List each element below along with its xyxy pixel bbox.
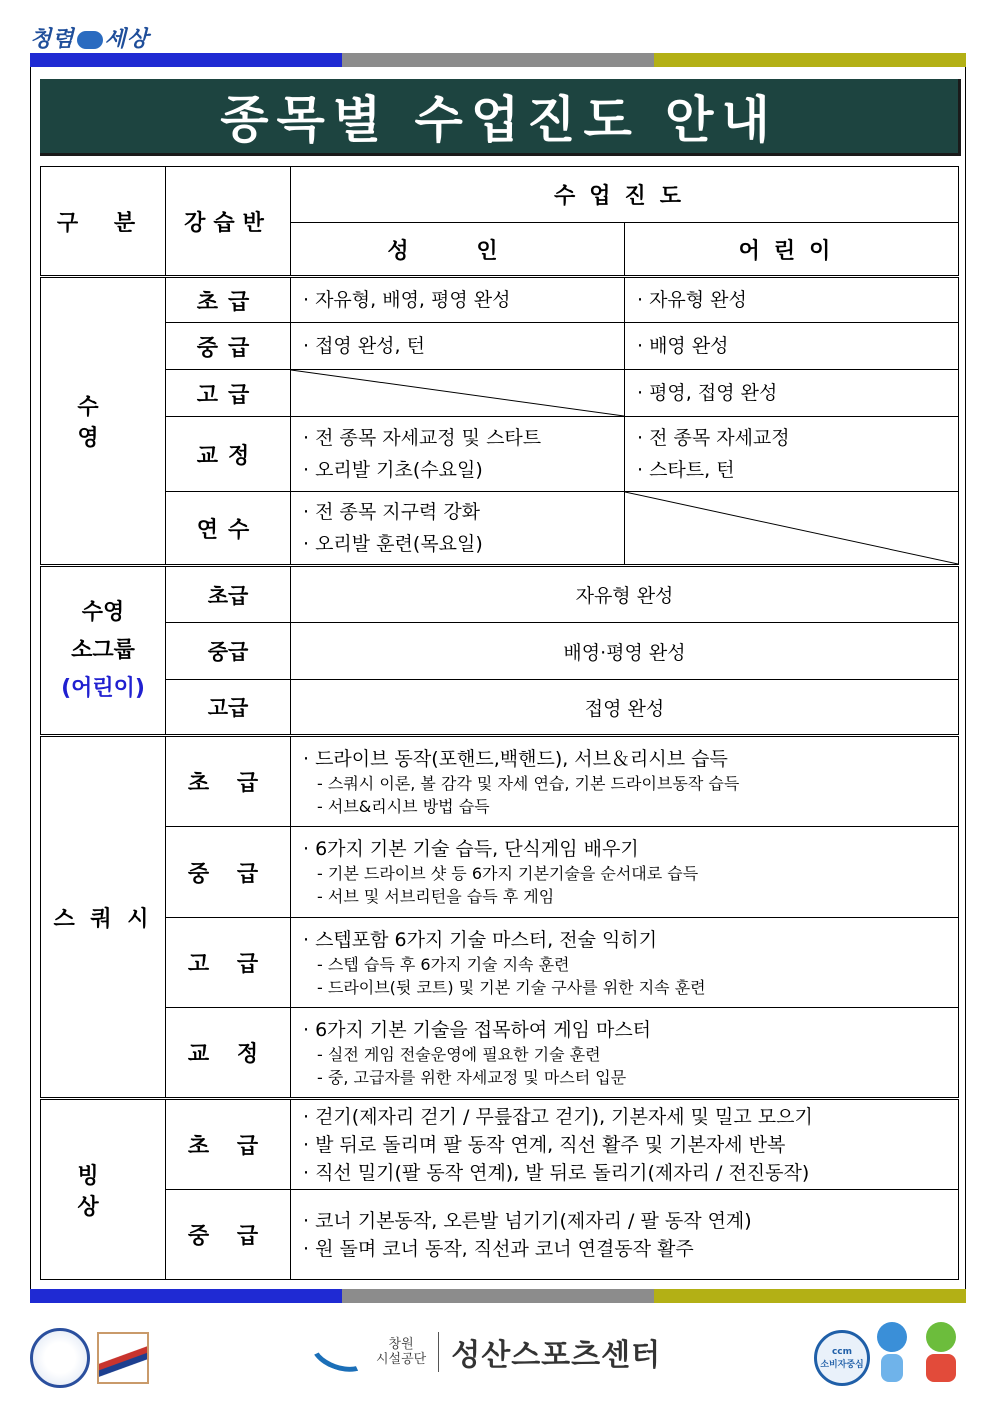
ccm-badge-text: 소비자중심 — [820, 1359, 864, 1370]
ice-level: 중 급 — [166, 1190, 291, 1280]
bar-segment-blue — [30, 1289, 342, 1303]
smallgroup-level: 초급 — [166, 566, 291, 623]
swim-level: 중급 — [166, 323, 291, 370]
ice-content — [291, 1099, 959, 1190]
ice-level: 초 급 — [166, 1099, 291, 1190]
footer-brand — [310, 1330, 661, 1374]
squash-sub-line: - 서브 및 서브리턴을 습득 후 게임 — [317, 887, 555, 906]
swim-adult-line: · 오리발 기초(수요일) — [303, 459, 483, 481]
smallgroup-category — [41, 566, 166, 736]
squash-sub-line: - 기본 드라이브 샷 등 6가지 기본기술을 순서대로 습득 — [317, 864, 699, 883]
squash-level: 교 정 — [166, 1008, 291, 1099]
org-logo-icon — [306, 1325, 375, 1379]
squash-sub-line: - 스텝 습득 후 6가지 기술 지속 훈련 — [317, 954, 570, 974]
smallgroup-content: 접영 완성 — [291, 680, 959, 736]
bar-segment-olive — [654, 1289, 966, 1303]
head-category: 구 분 — [41, 167, 166, 277]
swim-child-empty-cell — [625, 492, 959, 566]
squash-sub-line: - 서브&리시브 방법 습득 — [317, 796, 490, 816]
smallgroup-content: 배영·평영 완성 — [291, 623, 959, 680]
ice-content — [291, 1190, 959, 1280]
ccm-badge-icon — [814, 1330, 870, 1386]
swim-adult-line: · 전 종목 지구력 강화 — [303, 501, 481, 523]
squash-category: 스 쿼 시 — [41, 736, 166, 1099]
squash-level: 중 급 — [166, 827, 291, 918]
squash-main-line: · 스텝포함 6가지 기술 마스터, 전술 익히기 — [303, 928, 658, 951]
top-color-bar — [30, 53, 966, 67]
swim-adult-line: · 접영 완성, 턴 — [303, 335, 425, 357]
squash-level: 초 급 — [166, 736, 291, 827]
swim-adult-line: · 전 종목 자세교정 및 스타트 — [303, 427, 542, 449]
bar-segment-gray — [342, 53, 654, 67]
swim-adult-cell — [291, 417, 625, 492]
swim-level: 연수 — [166, 492, 291, 566]
smallgroup-category-note: (어린이) — [61, 675, 145, 701]
swim-child-line: · 평영, 접영 완성 — [637, 382, 778, 404]
swim-adult-line: · 오리발 훈련(목요일) — [303, 533, 483, 555]
swim-adult-cell — [291, 492, 625, 566]
logo-mark-icon — [77, 31, 103, 49]
diagonal-slash — [625, 492, 958, 564]
progress-table — [40, 166, 959, 1280]
mascot-blue-icon — [874, 1322, 910, 1384]
diagonal-slash — [291, 370, 624, 416]
swim-level: 고급 — [166, 370, 291, 417]
swim-adult-line: · 자유형, 배영, 평영 완성 — [303, 289, 511, 311]
center-name: 성산스포츠센터 — [451, 1338, 662, 1373]
logo-text-right: 세상 — [104, 27, 150, 52]
ice-category: 빙 상 — [41, 1099, 166, 1280]
ice-line: · 코너 기본동작, 오른발 넘기기(제자리 / 팔 동작 연계) — [303, 1209, 752, 1232]
swim-child-line: · 스타트, 턴 — [637, 459, 735, 481]
smallgroup-level: 중급 — [166, 623, 291, 680]
org-name-line: 창원 — [388, 1337, 414, 1352]
swim-level: 교정 — [166, 417, 291, 492]
squash-main-line: · 6가지 기본 기술을 접목하여 게임 마스터 — [303, 1018, 652, 1041]
swim-child-cell — [625, 277, 959, 323]
top-logo — [30, 22, 149, 53]
squash-sub-line: - 스쿼시 이론, 볼 감각 및 자세 연습, 기본 드라이브동작 습득 — [317, 773, 740, 793]
bar-segment-olive — [654, 53, 966, 67]
bar-segment-gray — [342, 1289, 654, 1303]
ice-line: · 원 돌며 코너 동작, 직선과 코너 연결동작 활주 — [303, 1237, 694, 1260]
smallgroup-level: 고급 — [166, 680, 291, 736]
swim-child-line: · 전 종목 자세교정 — [637, 427, 790, 449]
bar-segment-blue — [30, 53, 342, 67]
swim-child-line: · 자유형 완성 — [637, 289, 747, 311]
smallgroup-content: 자유형 완성 — [291, 566, 959, 623]
squash-content — [291, 827, 959, 918]
ice-line: · 발 뒤로 돌리며 팔 동작 연계, 직선 활주 및 기본자세 반복 — [303, 1133, 786, 1156]
squash-sub-line: - 중, 고급자를 위한 자세교정 및 마스터 입문 — [317, 1067, 627, 1087]
squash-main-line: · 드라이브 동작(포핸드,백핸드), 서브＆리시브 습득 — [303, 747, 728, 770]
swim-adult-cell — [291, 277, 625, 323]
swim-adult-empty-cell — [291, 370, 625, 417]
swim-child-cell — [625, 417, 959, 492]
org-name — [376, 1337, 426, 1367]
squash-content — [291, 918, 959, 1008]
squash-content — [291, 1008, 959, 1099]
head-class: 강습반 — [166, 167, 291, 277]
squash-level: 고 급 — [166, 918, 291, 1008]
bottom-color-bar — [30, 1289, 966, 1303]
squash-content — [291, 736, 959, 827]
ice-line: · 직선 밀기(팔 동작 연계), 발 뒤로 돌리기(제자리 / 전진동작) — [303, 1161, 810, 1184]
smallgroup-category-line: 소그룹 — [71, 637, 135, 663]
logo-text-left: 청렴 — [30, 27, 75, 52]
head-adult: 성 인 — [291, 223, 625, 277]
swim-child-cell — [625, 323, 959, 370]
ice-line: · 걷기(제자리 걷기 / 무릎잡고 걷기), 기본자세 및 밀고 모으기 — [303, 1105, 813, 1128]
head-progress: 수업진도 — [291, 167, 959, 223]
squash-sub-line: - 실전 게임 전술운영에 필요한 기술 훈련 — [317, 1044, 601, 1064]
mascot-green-icon — [920, 1322, 962, 1384]
squash-sub-line: - 드라이브(뒷 코트) 및 기본 기술 구사를 위한 지속 훈련 — [317, 977, 706, 997]
page-title: 종목별 수업진도 안내 — [220, 91, 778, 149]
certification-mark-icon — [97, 1332, 149, 1384]
swim-child-line: · 배영 완성 — [637, 335, 729, 357]
swim-category: 수 영 — [41, 277, 166, 566]
smallgroup-category-line: 수영 — [81, 599, 125, 625]
ccm-badge-top: ccm — [831, 1346, 853, 1357]
head-child: 어린이 — [625, 223, 959, 277]
title-banner — [40, 79, 961, 156]
brand-divider — [438, 1332, 439, 1372]
squash-main-line: · 6가지 기본 기술 습득, 단식게임 배우기 — [303, 838, 639, 860]
swim-child-cell — [625, 370, 959, 417]
human-rights-badge-icon — [30, 1328, 90, 1388]
swim-level: 초급 — [166, 277, 291, 323]
org-name-line: 시설공단 — [376, 1352, 427, 1367]
swim-adult-cell — [291, 323, 625, 370]
